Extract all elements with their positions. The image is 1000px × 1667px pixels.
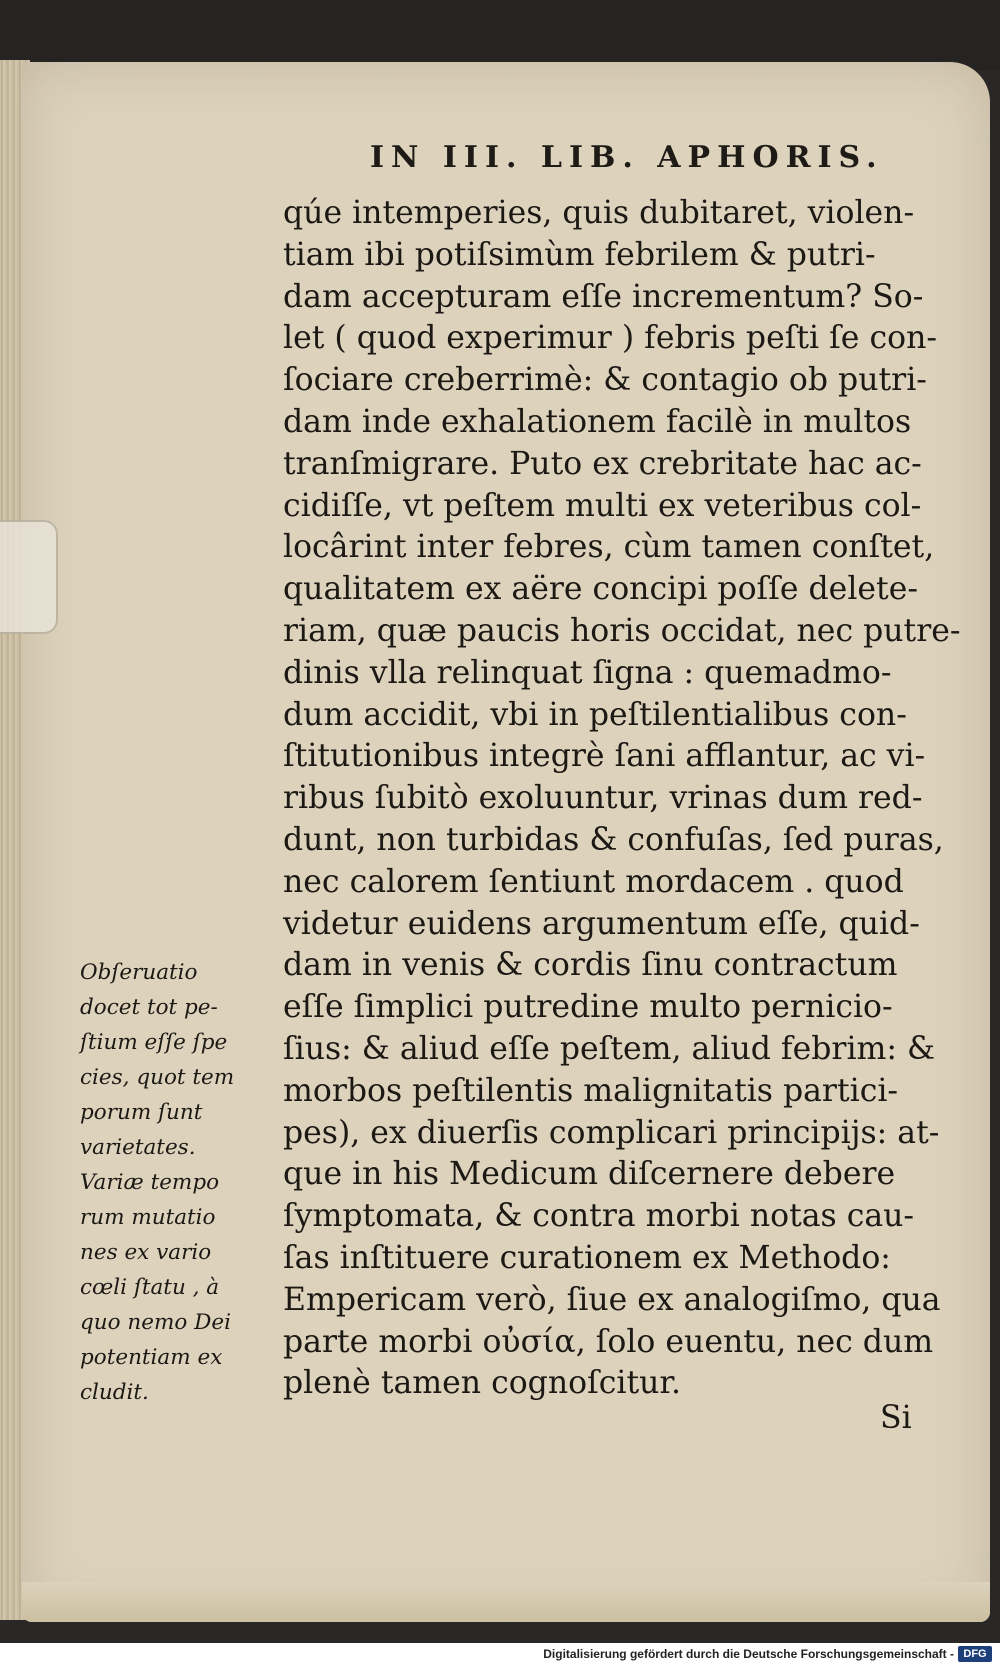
margin-note-line: cludit. xyxy=(80,1380,149,1405)
text-line: ſas inſtituere curationem ex Methodo: xyxy=(283,1239,891,1276)
catchword: Si xyxy=(880,1400,912,1436)
running-head: IN III. LIB. APHORIS. xyxy=(370,140,884,175)
text-line: plenè tamen cognoſcitur. xyxy=(283,1365,682,1402)
text-line: que in his Medicum diſcernere debere xyxy=(283,1156,896,1193)
text-line: parte morbi οὐσία, ſolo euentu, nec dum xyxy=(283,1323,934,1360)
text-line: dinis vlla relinquat ſigna : quemadmo- xyxy=(283,654,892,691)
text-line: nec calorem ſentiunt mordacem . quod xyxy=(283,863,904,900)
body-text xyxy=(283,193,961,1405)
text-line: Empericam verò, ſiue ex analogiſmo, qua xyxy=(283,1281,941,1318)
margin-note-line: rum mutatio xyxy=(80,1205,216,1230)
margin-note-line: nes ex vario xyxy=(80,1240,212,1265)
text-line: ſociare creberrimè: & contagio ob putri- xyxy=(283,362,927,399)
text-line: dunt, non turbidas & confuſas, ſed puras, xyxy=(283,821,944,858)
text-line: cidiſſe, vt peſtem multi ex veteribus col- xyxy=(283,487,922,524)
text-line: ſius: & aliud eſſe peſtem, aliud febrim: & xyxy=(283,1030,936,1067)
text-line: let ( quod experimur ) febris peſti ſe con- xyxy=(283,320,937,357)
text-line: morbos peſtilentis malignitatis partici- xyxy=(283,1072,899,1109)
text-line: tiam ibi potiſsimùm febrilem & putri- xyxy=(283,236,876,273)
text-line: eſſe ſimplici putredine multo pernicio- xyxy=(283,989,893,1026)
text-line: dum accidit, vbi in peſtilentialibus con- xyxy=(283,696,907,733)
text-line: pes), ex diuerſis complicari principijs: at- xyxy=(283,1114,940,1151)
margin-note-line: varietates. xyxy=(80,1135,196,1160)
margin-note-line: Variæ tempo xyxy=(80,1170,220,1195)
text-line: ſtitutionibus integrè ſani afflantur, ac vi- xyxy=(283,738,926,775)
margin-note-line: quo nemo Dei xyxy=(80,1310,231,1335)
margin-note-line: cœli ſtatu , à xyxy=(80,1275,220,1300)
text-line: ribus ſubitò exoluuntur, vrinas dum red- xyxy=(283,780,923,817)
margin-note-line: Obſeruatio xyxy=(80,960,198,985)
dfg-logo: DFG xyxy=(958,1646,992,1662)
text-line: qúe intemperies, quis dubitaret, violen- xyxy=(283,195,915,231)
margin-note xyxy=(80,955,270,1410)
text-line: dam in venis & cordis ſinu contractum xyxy=(283,947,898,984)
text-line: ſymptomata, & contra morbi notas cau- xyxy=(283,1198,915,1235)
margin-note-line: porum ſunt xyxy=(80,1100,203,1125)
text-line: locârint inter febres, cùm tamen conſtet, xyxy=(283,529,935,566)
page-marker-tab xyxy=(0,520,58,634)
text-line: riam, quæ paucis horis occidat, nec putre- xyxy=(283,612,961,649)
digitization-credit: Digitalisierung gefördert durch die Deutsche Forschungsgemeinschaft - xyxy=(543,1647,954,1661)
text-line: tranſmigrare. Puto ex crebritate hac ac- xyxy=(283,445,922,482)
book-binding xyxy=(0,0,1000,70)
margin-note-line: cies, quot tem xyxy=(80,1065,235,1090)
text-line: dam accepturam eſſe incrementum? So- xyxy=(283,278,924,315)
margin-note-line: potentiam ex xyxy=(80,1345,223,1370)
margin-note-line: ſtium eſſe ſpe xyxy=(80,1030,228,1055)
text-line: dam inde exhalationem facilè in multos xyxy=(283,403,912,440)
text-line: qualitatem ex aëre concipi poſſe delete- xyxy=(283,571,918,608)
margin-note-line: docet tot pe- xyxy=(80,995,218,1020)
text-line: videtur euidens argumentum eſſe, quid- xyxy=(283,905,920,942)
